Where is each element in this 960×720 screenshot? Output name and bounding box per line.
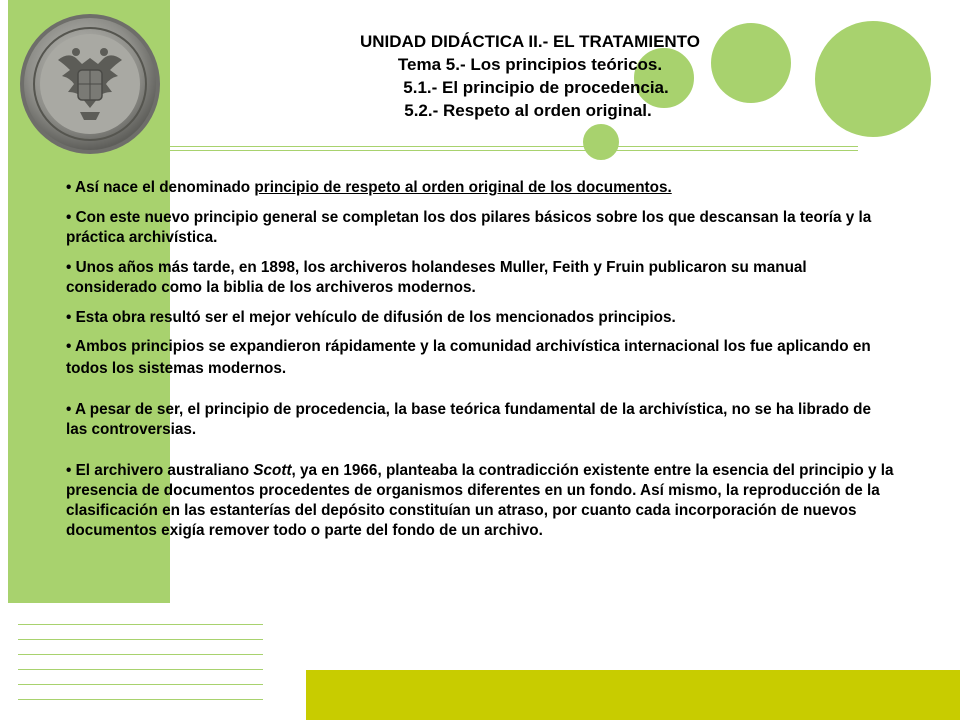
bullet-item: • Con este nuevo principio general se completan los dos pilares básicos sobre los que descansan la teoría y la práctica archivística. xyxy=(66,209,872,246)
header-divider xyxy=(150,146,858,147)
footer-accent-block xyxy=(306,670,960,720)
section-title-1: 5.1.- El principio de procedencia. xyxy=(403,78,669,97)
bullet-item xyxy=(66,178,896,198)
bullet-item: • A pesar de ser, el principio de procedencia, la base teórica fundamental de la archivística, no se ha librado de las controversias. xyxy=(66,401,872,438)
bullet-list xyxy=(66,178,896,541)
unit-title: UNIDAD DIDÁCTICA II.- EL TRATAMIENTO xyxy=(360,32,700,51)
author-name: Scott xyxy=(253,462,292,479)
topic-title: Tema 5.- Los principios teóricos. xyxy=(397,55,663,74)
bullet-item xyxy=(66,461,896,541)
header-divider xyxy=(150,150,858,151)
bullet-text: • Así nace el denominado xyxy=(66,179,255,196)
slide-header xyxy=(240,31,800,122)
section-title-2: 5.2.- Respeto al orden original. xyxy=(404,101,652,120)
decorative-rules xyxy=(18,624,263,714)
decorative-circle xyxy=(580,121,622,163)
heraldic-seal-icon xyxy=(18,12,163,157)
bullet-item: • Esta obra resultó ser el mejor vehículo de difusión de los mencionados principios. xyxy=(66,309,676,326)
bullet-item: • Unos años más tarde, en 1898, los archiveros holandeses Muller, Feith y Fruin publicaron su manual considerado como la biblia de los archiveros modernos. xyxy=(66,259,807,296)
decorative-circle xyxy=(812,18,934,140)
bullet-item: • Ambos principios se expandieron rápidamente y la comunidad archivística internacional los fue aplicando en todos los sistemas modernos. xyxy=(66,338,871,377)
bullet-text: , ya en 1966, planteaba la contradicción existente entre la esencia del principio y la presencia de documentos procedentes de organismos diferentes en un fondo. Así mismo, la reproducción de la clasificación en las estanterías del depósito constituían un atraso, por cuanto cada incorporación de nuevos documentos exigía remover todo o parte del fondo de un archivo. xyxy=(66,462,894,539)
left-white-strip xyxy=(0,0,8,603)
bullet-underlined-text: principio de respeto al orden original de los documentos. xyxy=(254,179,672,196)
bullet-text: • El archivero australiano xyxy=(66,462,254,479)
